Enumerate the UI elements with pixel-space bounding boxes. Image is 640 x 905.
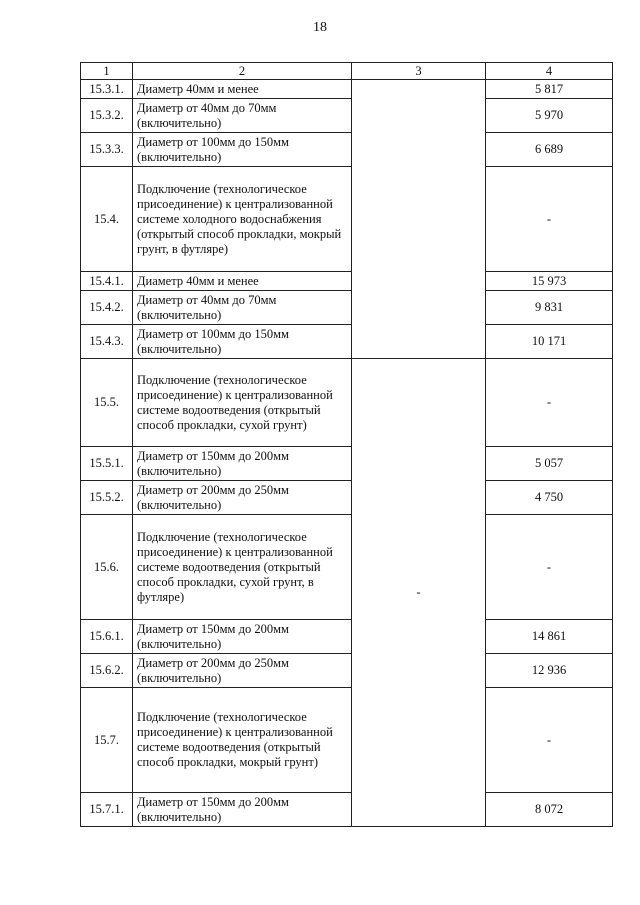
row-description: Диаметр от 150мм до 200мм (включительно)	[133, 793, 352, 827]
row-description: Диаметр от 200мм до 250мм (включительно)	[133, 481, 352, 515]
table-row	[81, 359, 613, 447]
col3-merged-block-b: -	[352, 359, 486, 827]
table-header-row	[81, 63, 613, 80]
table-row	[81, 481, 613, 515]
row-value: -	[486, 688, 613, 793]
table-row	[81, 167, 613, 272]
row-description: Диаметр от 40мм до 70мм (включительно)	[133, 291, 352, 325]
row-description: Диаметр от 100мм до 150мм (включительно)	[133, 325, 352, 359]
row-description: Диаметр 40мм и менее	[133, 80, 352, 99]
row-number: 15.3.1.	[81, 80, 133, 99]
row-number: 15.5.1.	[81, 447, 133, 481]
table-row	[81, 688, 613, 793]
row-number: 15.3.2.	[81, 99, 133, 133]
row-number: 15.7.1.	[81, 793, 133, 827]
row-value: 15 973	[486, 272, 613, 291]
row-description: Подключение (технологическое присоединение) к централизованной системе водоотведения (открытый способ прокладки, сухой грунт)	[133, 359, 352, 447]
header-col-4: 4	[486, 63, 613, 80]
row-value: 6 689	[486, 133, 613, 167]
row-number: 15.4.1.	[81, 272, 133, 291]
row-description: Диаметр от 200мм до 250мм (включительно)	[133, 654, 352, 688]
table-row	[81, 291, 613, 325]
table-row	[81, 272, 613, 291]
row-number: 15.5.2.	[81, 481, 133, 515]
table-row	[81, 325, 613, 359]
header-col-3: 3	[352, 63, 486, 80]
page-number: 18	[313, 20, 327, 35]
row-number: 15.7.	[81, 688, 133, 793]
table-row	[81, 620, 613, 654]
row-description: Диаметр от 150мм до 200мм (включительно)	[133, 447, 352, 481]
row-number: 15.4.	[81, 167, 133, 272]
row-number: 15.6.1.	[81, 620, 133, 654]
row-value: 9 831	[486, 291, 613, 325]
row-value: 5 057	[486, 447, 613, 481]
header-col-2: 2	[133, 63, 352, 80]
table-row	[81, 133, 613, 167]
table-row	[81, 447, 613, 481]
row-number: 15.5.	[81, 359, 133, 447]
row-value: -	[486, 359, 613, 447]
table-row	[81, 99, 613, 133]
row-value: 10 171	[486, 325, 613, 359]
row-value: 12 936	[486, 654, 613, 688]
row-value: 5 970	[486, 99, 613, 133]
row-number: 15.3.3.	[81, 133, 133, 167]
row-description: Подключение (технологическое присоединение) к централизованной системе водоотведения (открытый способ прокладки, мокрый грунт)	[133, 688, 352, 793]
row-number: 15.4.3.	[81, 325, 133, 359]
row-value: -	[486, 167, 613, 272]
table-row	[81, 80, 613, 99]
row-number: 15.6.2.	[81, 654, 133, 688]
row-value: 14 861	[486, 620, 613, 654]
row-description: Диаметр 40мм и менее	[133, 272, 352, 291]
row-description: Диаметр от 40мм до 70мм (включительно)	[133, 99, 352, 133]
row-number: 15.4.2.	[81, 291, 133, 325]
tariff-table	[80, 62, 613, 827]
row-description: Диаметр от 150мм до 200мм (включительно)	[133, 620, 352, 654]
table-row	[81, 654, 613, 688]
col3-merged-block-a	[352, 80, 486, 359]
table-row	[81, 515, 613, 620]
row-value: 4 750	[486, 481, 613, 515]
row-description: Диаметр от 100мм до 150мм (включительно)	[133, 133, 352, 167]
row-value: 8 072	[486, 793, 613, 827]
row-value: -	[486, 515, 613, 620]
row-value: 5 817	[486, 80, 613, 99]
row-number: 15.6.	[81, 515, 133, 620]
header-col-1: 1	[81, 63, 133, 80]
row-description: Подключение (технологическое присоединение) к централизованной системе холодного водоснабжения (открытый способ прокладки, мокрый грунт, в футляре)	[133, 167, 352, 272]
row-description: Подключение (технологическое присоединение) к централизованной системе водоотведения (открытый способ прокладки, сухой грунт, в футляре)	[133, 515, 352, 620]
table-row	[81, 793, 613, 827]
